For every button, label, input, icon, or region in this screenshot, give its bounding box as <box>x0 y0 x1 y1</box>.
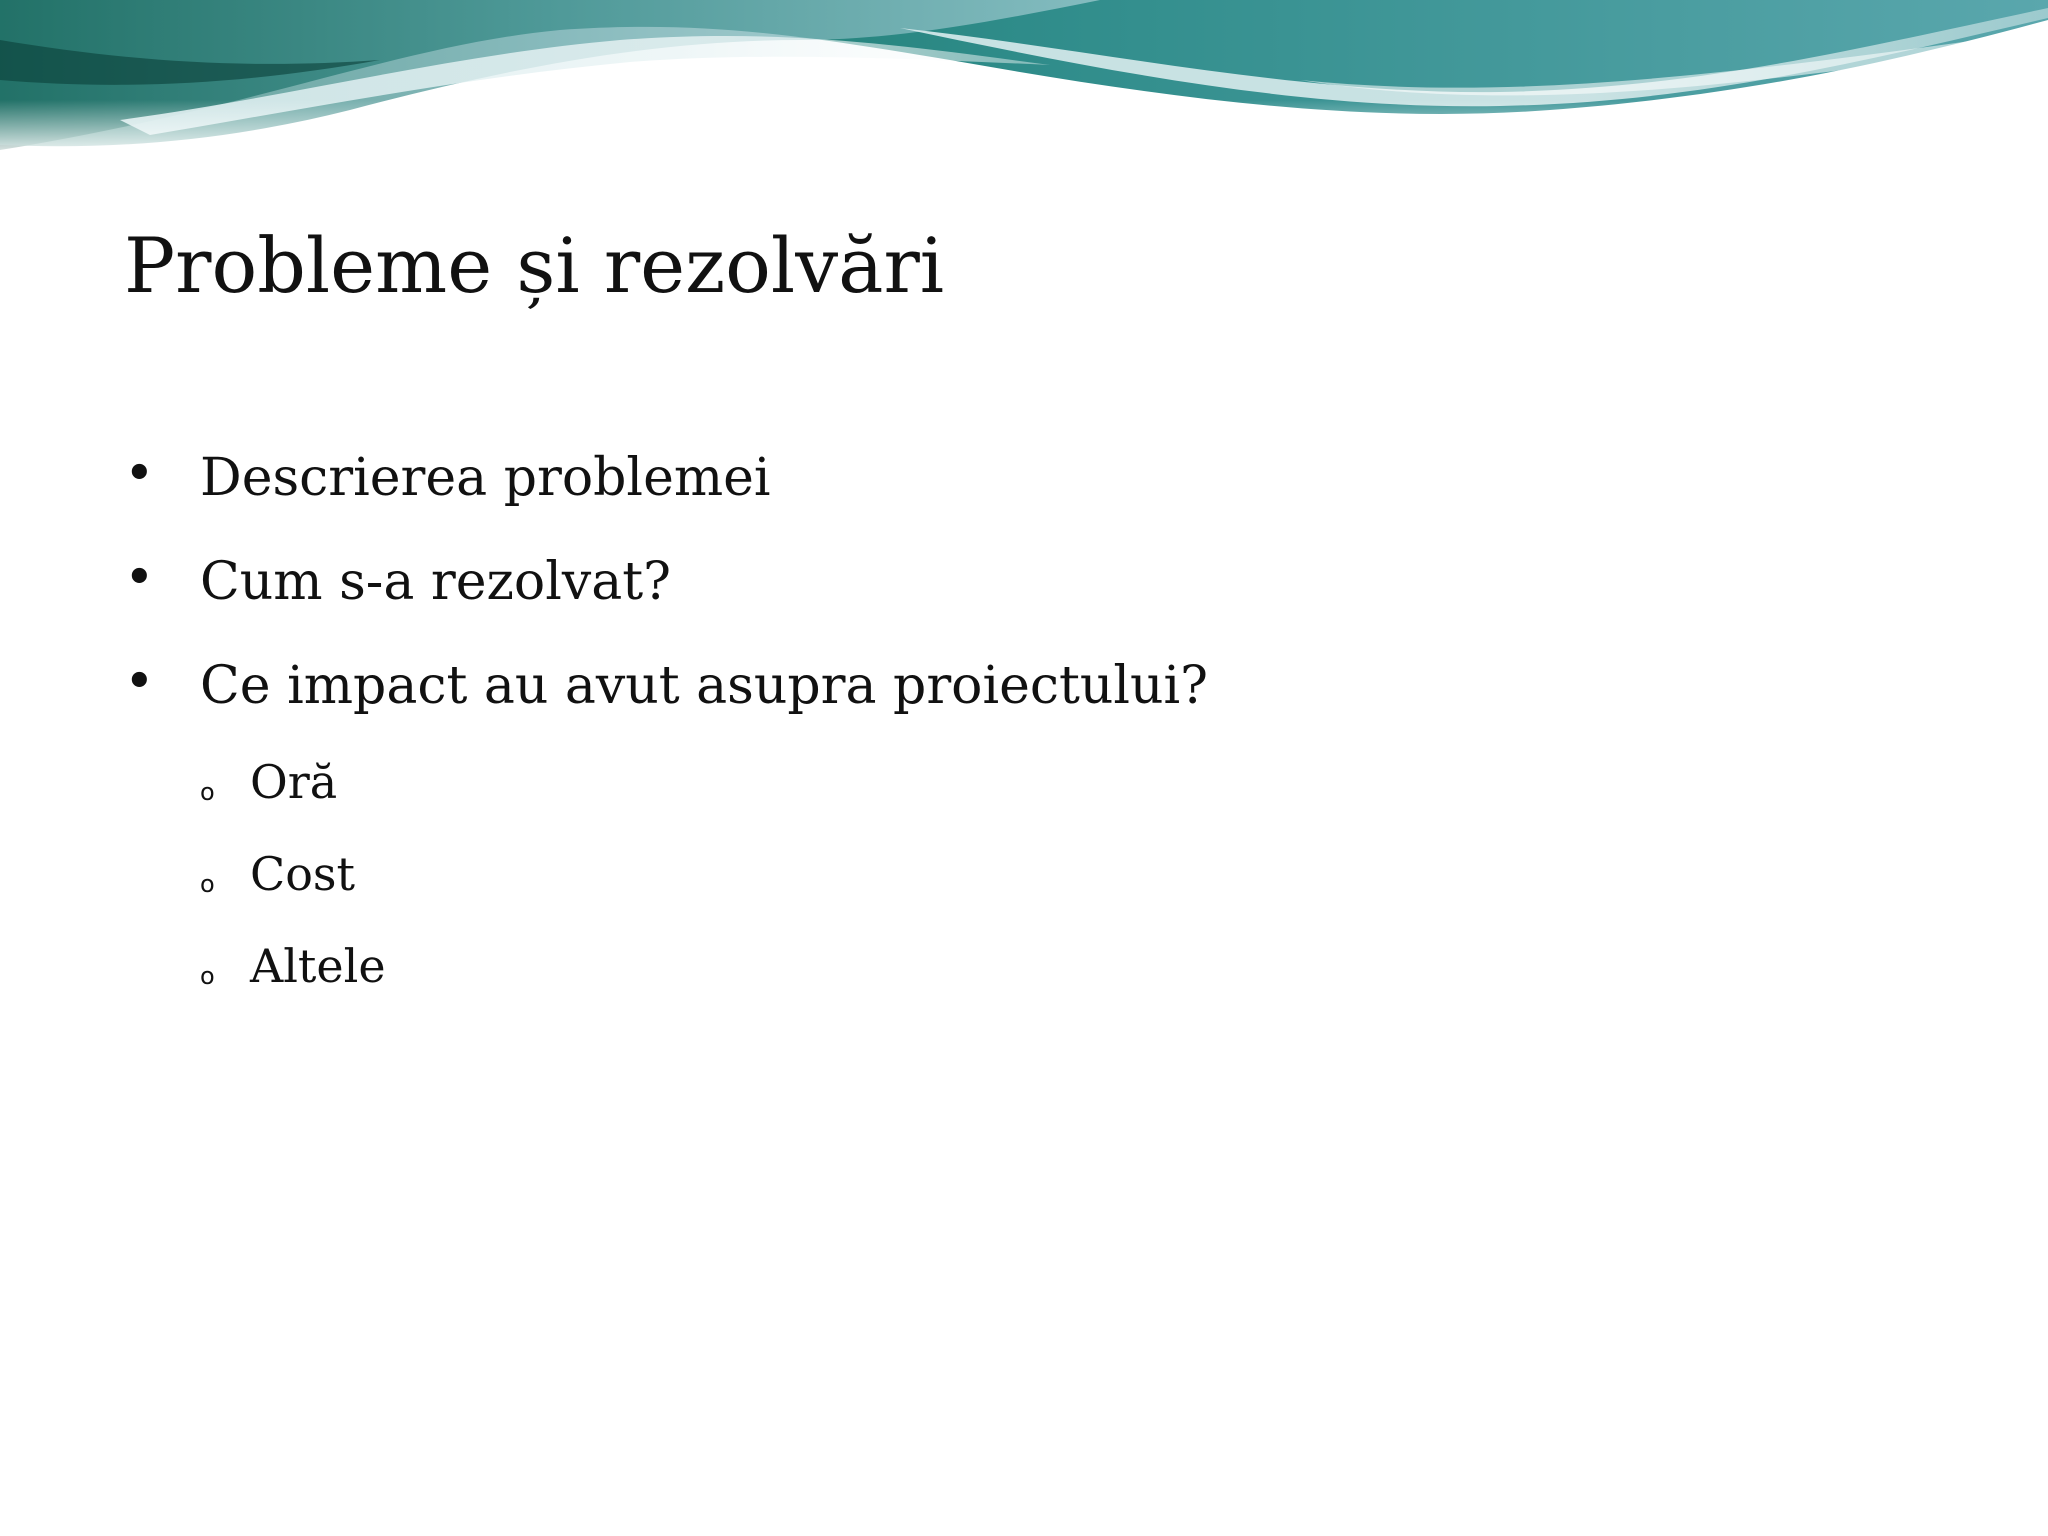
sub-bullet-text: Cost <box>250 847 355 901</box>
bullet-text: Ce impact au avut asupra proiectului? <box>200 656 1209 716</box>
hollow-bullet-icon: o <box>200 962 215 990</box>
slide-content <box>124 430 1924 1018</box>
sub-list-item <box>124 834 1924 926</box>
sub-bullet-text: Oră <box>250 755 338 809</box>
bullet-text: Cum s-a rezolvat? <box>200 552 672 612</box>
sub-bullet-text: Altele <box>250 939 386 993</box>
sub-list-item <box>124 926 1924 1018</box>
hollow-bullet-icon: o <box>200 778 215 806</box>
wave-banner-decoration <box>0 0 2048 160</box>
list-item <box>124 534 1924 638</box>
sub-list-item <box>124 742 1924 834</box>
list-item <box>124 638 1924 742</box>
bullet-list <box>124 430 1924 742</box>
sub-bullet-list <box>124 742 1924 1018</box>
bullet-dot-icon: • <box>124 652 155 712</box>
bullet-dot-icon: • <box>124 444 155 504</box>
slide-title: Probleme și rezolvări <box>124 221 945 310</box>
list-item <box>124 430 1924 534</box>
bullet-dot-icon: • <box>124 548 155 608</box>
hollow-bullet-icon: o <box>200 870 215 898</box>
bullet-text: Descrierea problemei <box>200 448 771 508</box>
